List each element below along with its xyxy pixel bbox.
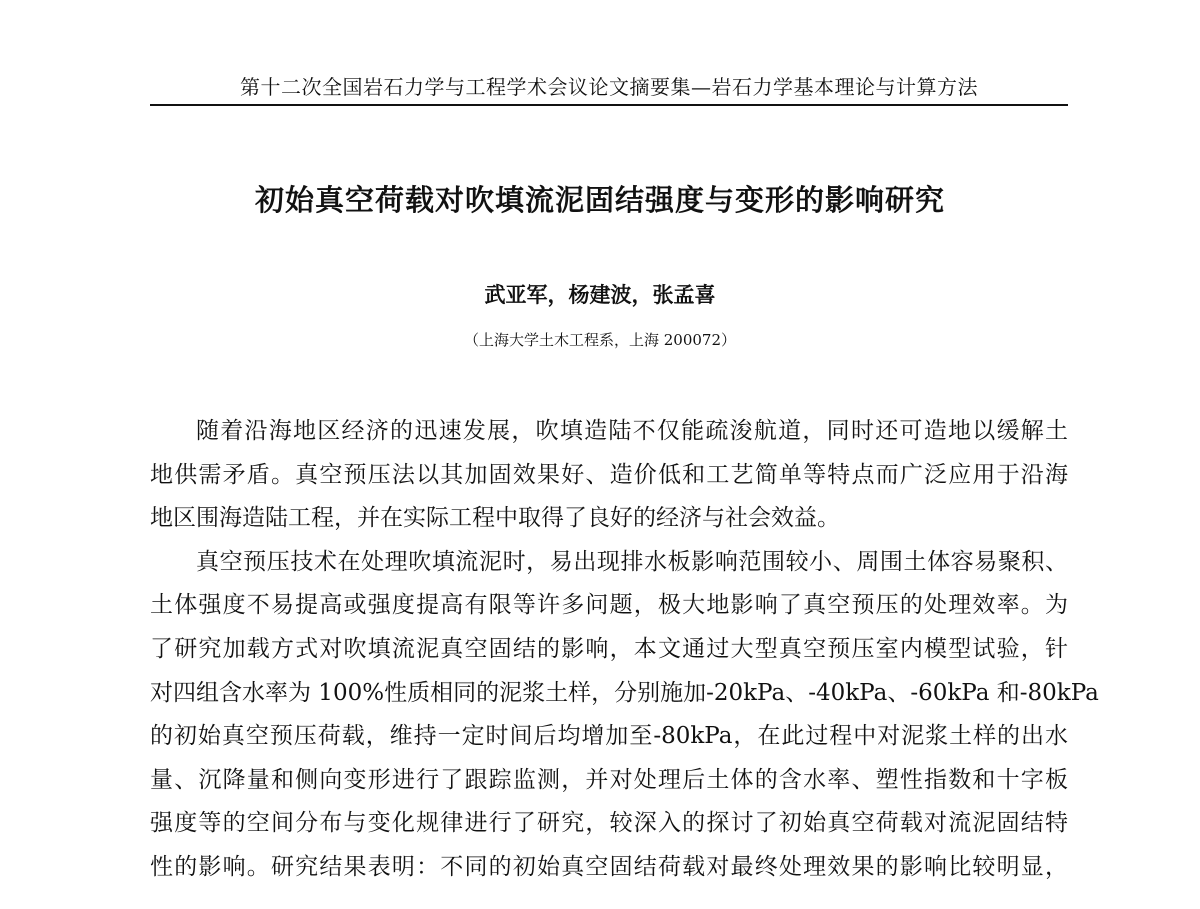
abstract-body — [150, 410, 1099, 890]
body-line: 土体强度不易提高或强度提高有限等许多问题，极大地影响了真空预压的处理效率。为 — [150, 592, 1068, 619]
paper-title: 初始真空荷载对吹填流泥固结强度与变形的影响研究 — [254, 183, 945, 217]
body-line: 真空预压技术在处理吹填流泥时，易出现排水板影响范围较小、周围土体容易聚积、 — [196, 548, 1068, 575]
running-header-text: 第十二次全国岩石力学与工程学术会议论文摘要集—岩石力学基本理论与计算方法 — [240, 75, 978, 99]
body-line: 地供需矛盾。真空预压法以其加固效果好、造价低和工艺简单等特点而广泛应用于沿海 — [150, 461, 1068, 488]
body-line: 强度等的空间分布与变化规律进行了研究，较深入的探讨了初始真空荷载对流泥固结特 — [150, 810, 1068, 837]
body-line: 的初始真空预压荷载，维持一定时间后均增加至-80kPa，在此过程中对泥浆土样的出水 — [150, 723, 1068, 750]
body-line: 对四组含水率为 100%性质相同的泥浆土样，分别施加-20kPa、-40kPa、-60kPa 和-80kPa — [150, 679, 1099, 706]
running-header — [150, 70, 1068, 106]
body-line: 了研究加载方式对吹填流泥真空固结的影响，本文通过大型真空预压室内模型试验，针 — [150, 635, 1068, 662]
body-line: 随着沿海地区经济的迅速发展，吹填造陆不仅能疏浚航道，同时还可造地以缓解土 — [196, 418, 1068, 444]
body-line: 地区围海造陆工程，并在实际工程中取得了良好的经济与社会效益。 — [150, 505, 840, 532]
paper-affiliation: （上海大学土木工程系，上海 200072） — [463, 331, 737, 349]
body-line: 性的影响。研究结果表明：不同的初始真空固结荷载对最终处理效果的影响比较明显， — [150, 853, 1068, 880]
paper-authors: 武亚军，杨建波，张孟喜 — [484, 283, 716, 307]
body-line: 量、沉降量和侧向变形进行了跟踪监测，并对处理后土体的含水率、塑性指数和十字板 — [150, 766, 1068, 793]
